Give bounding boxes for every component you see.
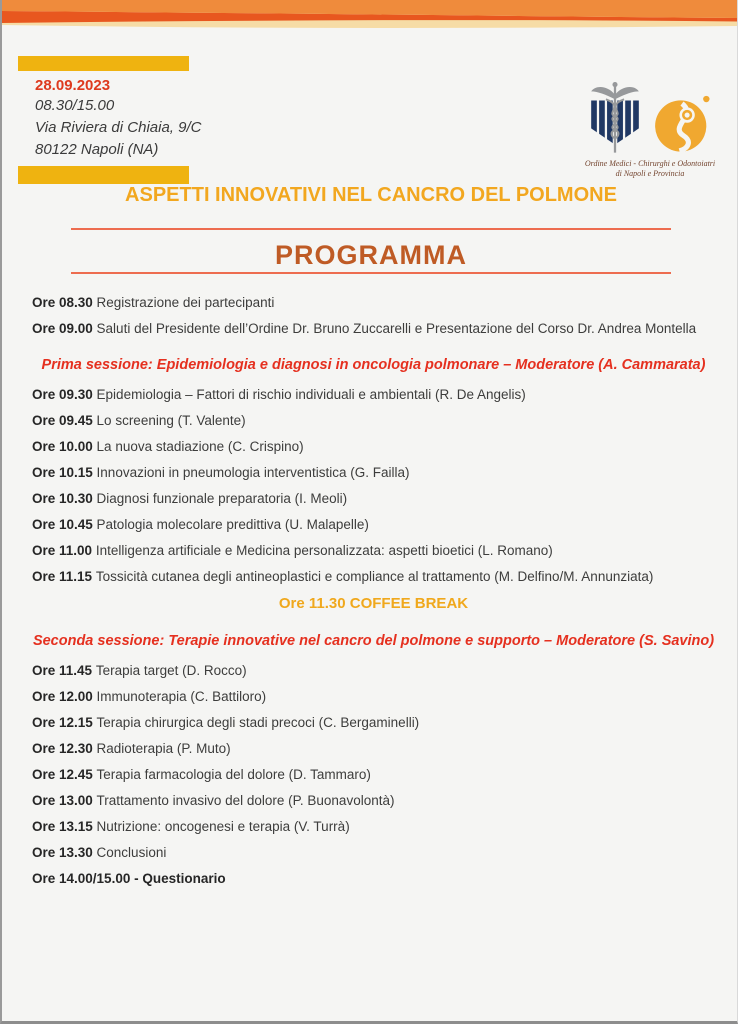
schedule-item	[32, 491, 715, 507]
item-text: Intelligenza artificiale e Medicina personalizzata: aspetti bioetici (L. Romano)	[95, 543, 553, 558]
item-text: Prima sessione: Epidemiologia e diagnosi in oncologia polmonare – Moderatore (A. Cammarata)	[41, 357, 706, 373]
item-time: Ore 10.15	[32, 465, 97, 480]
schedule-item	[32, 741, 715, 757]
schedule-item	[32, 543, 715, 559]
item-time: Ore 09.45	[32, 413, 97, 428]
item-text: Ore 11.30 COFFEE BREAK	[278, 595, 469, 612]
yellow-highlight-bar-top	[18, 56, 189, 71]
schedule-item	[32, 387, 715, 403]
item-time: Ore 09.30	[32, 387, 97, 402]
item-time: Ore 12.00	[32, 689, 97, 704]
event-info-block	[18, 56, 278, 184]
item-text: Epidemiologia – Fattori di rischio individuali e ambientali (R. De Angelis)	[96, 387, 526, 402]
item-time: Ore 10.30	[32, 491, 97, 506]
item-time: Ore 11.45	[32, 663, 96, 678]
schedule-item	[32, 793, 715, 809]
item-text: Questionario	[142, 871, 226, 886]
event-address-city: 80122 Napoli (NA)	[35, 141, 159, 158]
item-time: Ore 09.00	[32, 321, 97, 336]
item-text: Trattamento invasivo del dolore (P. Buonavolontà)	[96, 793, 395, 808]
item-text: Patologia molecolare predittiva (U. Malapelle)	[96, 517, 369, 532]
schedule-item	[32, 871, 715, 887]
schedule-item	[32, 413, 715, 429]
item-text: Saluti del Presidente dell’Ordine Dr. Bruno Zuccarelli e Presentazione del Corso Dr. Andrea Montella	[96, 321, 697, 336]
item-text: Terapia farmacologia del dolore (D. Tammaro)	[96, 767, 371, 782]
item-time: Ore 13.00	[32, 793, 97, 808]
divider-line-bottom	[71, 272, 671, 274]
organization-logos	[570, 80, 730, 178]
schedule-item	[32, 689, 715, 705]
organization-caption-line2: di Napoli e Provincia	[615, 168, 685, 178]
schedule-item	[32, 819, 715, 835]
event-date: 28.09.2023	[35, 77, 111, 94]
item-text: Registrazione dei partecipanti	[96, 295, 275, 310]
coffee-break-row	[32, 595, 715, 613]
item-time: Ore 12.30	[32, 741, 97, 756]
schedule-item	[32, 321, 715, 337]
item-text: La nuova stadiazione (C. Crispino)	[96, 439, 304, 454]
item-time: Ore 11.15	[32, 569, 96, 584]
item-time: Ore 12.15	[32, 715, 97, 730]
item-text: Terapia target (D. Rocco)	[95, 663, 247, 678]
yellow-highlight-bar-bottom	[18, 166, 189, 184]
event-title: ASPETTI INNOVATIVI NEL CANCRO DEL POLMONE	[125, 184, 617, 206]
organization-caption	[570, 159, 730, 178]
schedule-item	[32, 517, 715, 533]
item-time: Ore 12.45	[32, 767, 97, 782]
event-address-street: Via Riviera di Chiaia, 9/C	[35, 119, 202, 136]
item-text: Radioterapia (P. Muto)	[96, 741, 231, 756]
item-text: Terapia chirurgica degli stadi precoci (C. Bergaminelli)	[96, 715, 420, 730]
schedule-item	[32, 845, 715, 861]
item-text: Tossicità cutanea degli antineoplastici e compliance al trattamento (M. Delfino/M. Annunziata)	[95, 569, 654, 584]
item-text: Conclusioni	[96, 845, 167, 860]
schedule-item	[32, 663, 715, 679]
item-time: Ore 14.00/15.00 -	[32, 871, 143, 886]
divider-line-top	[71, 228, 671, 230]
schedule-item	[32, 569, 715, 585]
item-time: Ore 10.00	[32, 439, 97, 454]
schedule-list	[32, 295, 715, 897]
schedule-item	[32, 465, 715, 481]
item-text: Diagnosi funzionale preparatoria (I. Meoli)	[96, 491, 348, 506]
item-text: Lo screening (T. Valente)	[96, 413, 246, 428]
omceo-circle-logo-icon	[650, 92, 714, 156]
caduceus-icon	[586, 80, 644, 156]
session-header	[32, 357, 715, 374]
item-text: Seconda sessione: Terapie innovative nel cancro del polmone e supporto – Moderatore (S. Savino)	[32, 633, 715, 649]
schedule-item	[32, 295, 715, 311]
schedule-item	[32, 767, 715, 783]
schedule-item	[32, 439, 715, 455]
organization-caption-line1: Ordine Medici - Chirurghi e Odontoiatri	[584, 159, 716, 168]
session-header	[32, 633, 715, 650]
header-wave-band	[2, 0, 738, 32]
program-heading: PROGRAMMA	[275, 240, 467, 270]
item-time: Ore 13.30	[32, 845, 97, 860]
item-time: Ore 08.30	[32, 295, 97, 310]
item-text: Immunoterapia (C. Battiloro)	[96, 689, 267, 704]
item-time: Ore 10.45	[32, 517, 97, 532]
item-time: Ore 13.15	[32, 819, 97, 834]
event-time: 08.30/15.00	[35, 97, 115, 114]
item-text: Nutrizione: oncogenesi e terapia (V. Turrà)	[96, 819, 350, 834]
item-time: Ore 11.00	[32, 543, 96, 558]
schedule-item	[32, 715, 715, 731]
item-text: Innovazioni in pneumologia interventistica (G. Failla)	[96, 465, 410, 480]
